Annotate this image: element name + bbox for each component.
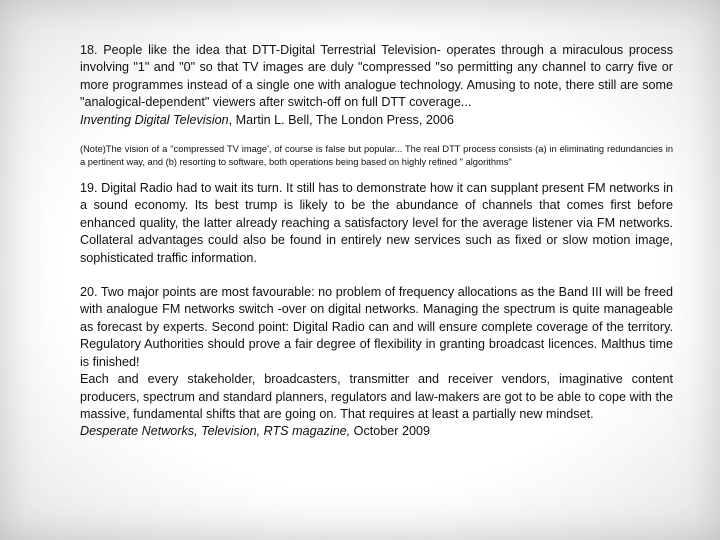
- spacer: [80, 129, 673, 143]
- section-18-citation-source: , Martin L. Bell, The London Press, 2006: [228, 112, 454, 127]
- section-20-citation-source: October 2009: [350, 424, 430, 439]
- slide-content: [80, 42, 673, 441]
- section-20-text: 20. Two major points are most favourable: no problem of frequency allocations as the Band III will be freed with analogue FM networks switch -over on digital networks. Managing the spectrum is quite manageable as forecast by experts. Second point: Digital Radio can and will ensure complete coverage of the territory. Regulatory Authorities should prove a fair degree of flexibility in granting broadcast licences. Malthus time is finished!: [80, 285, 673, 369]
- section-20-text-continued: Each and every stakeholder, broadcasters, transmitter and receiver vendors, imaginative content producers, spectrum and standard planners, regulators and law-makers are got to be able to cope with the massive, fundamental shifts that are going on. That requires at least a partially new mindset.: [80, 372, 673, 421]
- spacer: [80, 267, 673, 284]
- section-18-citation-title: Inventing Digital Television: [80, 112, 229, 127]
- section-19-text: 19. Digital Radio had to wait its turn. It still has to demonstrate how it can supplant present FM networks in a sound economy. Its best trump is likely to be the abundance of channels that comes first before enhanced quality, the latter already reaching a satisfactory level for the average listener via FM networks. Collateral advantages could also be found in entirely new services such as fixed or slow motion image, sophisticated traffic information.: [80, 181, 673, 265]
- section-20-citation-title: Desperate Networks, Television, RTS magazine,: [80, 424, 351, 439]
- section-18-text: 18. People like the idea that DTT-Digital Terrestrial Television- operates through a miraculous process involving "1" and "0" so that TV images are duly "compressed "so permitting any channel to carry five or more programmes instead of a single one with analogue technology. Amusing to note, there still are some "analogical-dependent" viewers after switch-off on full DTT coverage...: [80, 43, 673, 110]
- spacer: [80, 168, 673, 180]
- section-18-citation: [80, 112, 673, 129]
- note-text: (Note)The vision of a "compressed TV image', of course is false but popular... The real DTT process consists (a) in eliminating redundancies in a pertinent way, and (b) resorting to software, both operations being based on highly refined " algorithms": [80, 144, 673, 167]
- section-20-citation: [80, 423, 673, 440]
